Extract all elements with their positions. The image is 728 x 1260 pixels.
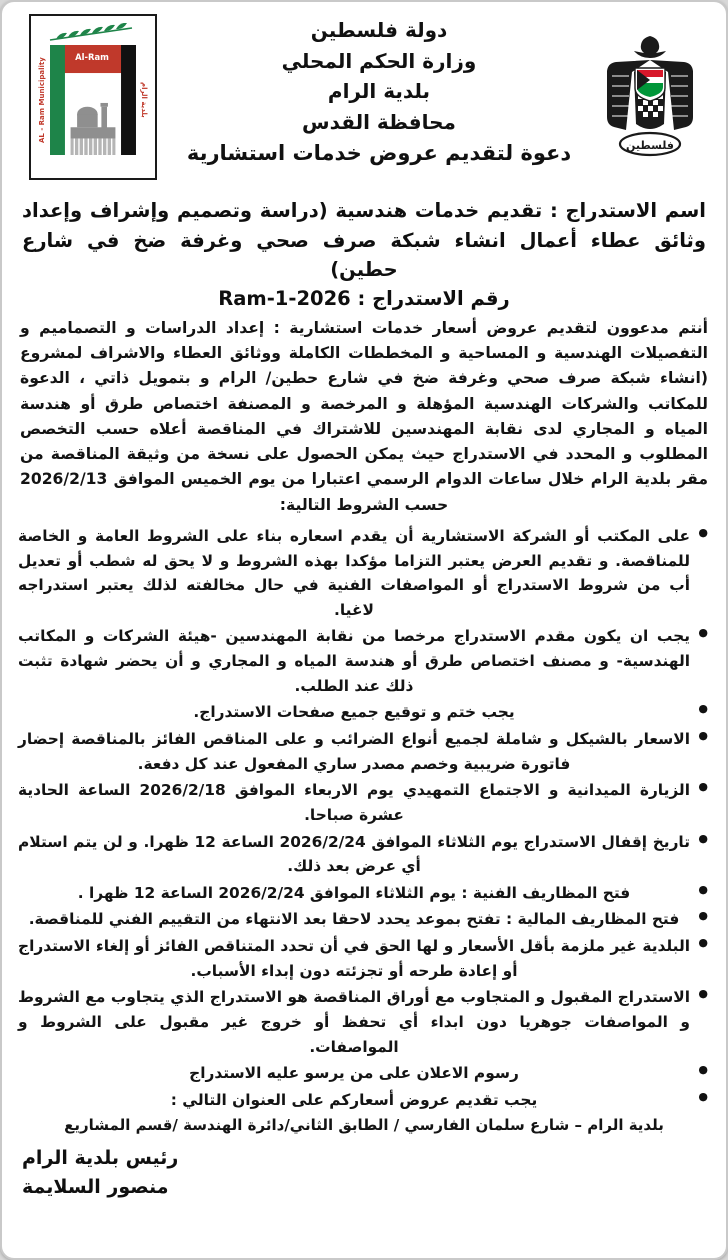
tender-name: اسم الاستدراج : تقديم خدمات هندسية (دراسة وتصميم وإشراف وإعداد وثائق عطاء أعمال انشاء شبكة صرف صحي وغرفة ضخ في شارع حطين) — [22, 199, 706, 282]
signatory-role: رئيس بلدية الرام — [22, 1146, 179, 1169]
list-item: ● الاسعار بالشيكل و شاملة لجميع أنواع الضرائب و على المناقص الفائز بالمناقصة إحضار فاتورة ضريبية وخصم مصدر ساري المفعول عند كل دفعة. — [18, 727, 710, 776]
emblem-arabic-side-text: بلدية الرام — [140, 82, 148, 118]
al-ram-municipality-emblem-icon — [29, 14, 157, 180]
list-item: ● على المكتب أو الشركة الاستشارية أن يقدم اسعاره بناء على الشروط العامة و الخاصة للمناقصة. و تقديم العرض يعتبر التزاما مؤكدا بهذه الشروط و لا يحق له شطب أو تعديل أب من شروط الاستدراج أو المواصفات الفنية في حال مخالفته لذلك يعتبر استدراجه لاغيا. — [18, 524, 710, 623]
emblem-english-side-text: AL - Ram Municipality — [38, 57, 46, 143]
olive-branch-icon — [46, 23, 136, 45]
dome-of-the-rock-flag-artwork-icon — [50, 45, 136, 155]
ministry-line: وزارة الحكم المحلي — [281, 48, 477, 73]
list-item: ● رسوم الاعلان على من يرسو عليه الاستدراج — [18, 1061, 710, 1086]
signature-block — [16, 1144, 712, 1203]
coat-of-arms-cell — [590, 14, 710, 160]
list-item: ● البلدية غير ملزمة بأقل الأسعار و لها الحق في أن تحدد المتناقص الفائز أو إلغاء الاستدراج أو إعادة طرحه أو تجزئته دون إبداء الأسباب. — [18, 934, 710, 983]
invitation-paragraph: أنتم مدعوون لتقديم عروض أسعار خدمات استشارية : إعداد الدراسات و التصماميم و التفصيلات الهندسية و المساحية و المخططات الكاملة ووثائق العطاء والاشراف لمشروع (انشاء شبكة صرف صحي وغرفة ضخ في شارع حطين/ الرام و بتمويل ذاتي ، الدعوة للمكاتب والشركات الهندسية المؤهلة و المرخصة و المصنفة اختصاص طرق أو هندسة المياه و المجاري لدى نقابة المهندسين للاشتراك في المناقصة أعلاه حسب التخصص المطلوب و المحدد في الاستدراج حيث يمكن الحصول على نسخة من وثيقة المناقصة من مقر بلدية الرام خلال ساعات الدوام الرسمي اعتبارا من يوم الخميس الموافق 2026/2/13 حسب الشروط التالية: — [20, 318, 708, 514]
list-item: ● فتح المظاريف الفنية : يوم الثلاثاء الموافق 2026/2/24 الساعة 12 ظهرا . — [18, 881, 710, 906]
submission-address: بلدية الرام – شارع سلمان الفارسي / الطابق الثاني/دائرة الهندسة /قسم المشاريع — [64, 1115, 664, 1134]
list-item: ● الزيارة الميدانية و الاجتماع التمهيدي يوم الاربعاء الموافق 2026/2/18 الساعة الحادية عشرة صباحا. — [18, 778, 710, 827]
header-title-group — [168, 14, 590, 172]
conditions-list — [16, 524, 712, 1113]
list-item: ● يجب ختم و توقيع جميع صفحات الاستدراج. — [18, 700, 710, 725]
state-line: دولة فلسطين — [310, 18, 448, 42]
palestinian-eagle-crest-icon — [602, 32, 698, 160]
list-item: ● الاستدراج المقبول و المتجاوب مع أوراق المناقصة هو الاستدراج الذي يتجاوب مع الشروط و المواصفات جوهريا دون ابداء أي تحفظ أو خروج غير مقبول على الشروط و المواصفات. — [18, 985, 710, 1059]
list-item: ● يجب تقديم عروض أسعاركم على العنوان التالي : — [18, 1088, 710, 1113]
document-header — [16, 12, 712, 194]
svg-text:Al-Ram: Al-Ram — [75, 51, 109, 62]
list-item: ● تاريخ إقفال الاستدراج يوم الثلاثاء الموافق 2026/2/24 الساعة 12 ظهرا. و لن يتم استلام أي عرض بعد ذلك. — [18, 830, 710, 879]
signatory-name: منصور السلايمة — [22, 1176, 169, 1199]
list-item: ● يجب ان يكون مقدم الاستدراج مرخصا من نقابة المهندسين -هيئة الشركات و المكاتب الهندسية- و مصنف اختصاص طرق أو هندسة المياه و المجاري و أن يحضر شهادة تثبت ذلك عند الطلب. — [18, 624, 710, 698]
tender-title-block — [16, 194, 712, 310]
tender-number: رقم الاستدراج : Ram-1-2026 — [218, 286, 510, 310]
municipality-logo-cell — [18, 14, 168, 180]
list-item: ● فتح المظاريف المالية : تفتح بموعد يحدد لاحقا بعد الانتهاء من التقييم الفني للمناقصة. — [18, 907, 710, 932]
crest-caption: فلسطين — [626, 139, 674, 152]
invitation-line: دعوة لتقديم عروض خدمات استشارية — [186, 141, 572, 166]
governorate-line: محافظة القدس — [302, 109, 456, 134]
municipality-line: بلدية الرام — [327, 79, 431, 104]
